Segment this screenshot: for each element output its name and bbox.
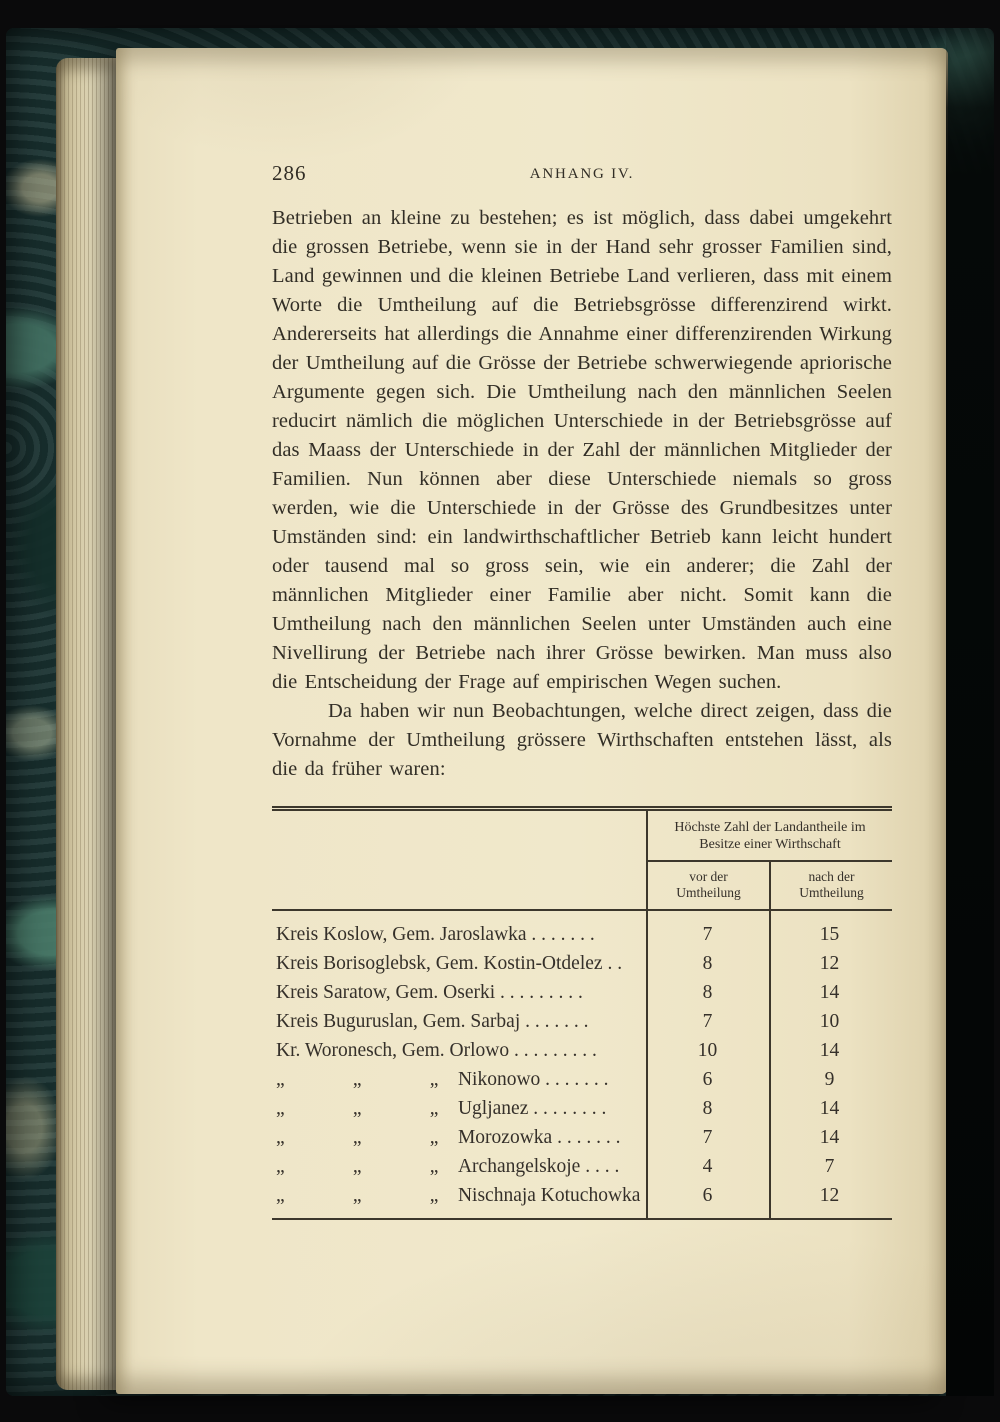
table-body xyxy=(272,911,892,1218)
cell-before: 7 xyxy=(702,923,713,945)
row-label: Kreis Saratow, Gem. Oserki . . . . . . . . . xyxy=(276,981,583,1003)
table-row xyxy=(272,1036,892,1065)
row-label: „ „ „ Ugljanez . . . . . . . . xyxy=(276,1097,607,1119)
cell-before: 8 xyxy=(702,1097,713,1119)
page-stack-fore-edge xyxy=(56,58,118,1390)
row-label: „ „ „ Morozowka . . . . . . . xyxy=(276,1126,621,1148)
printed-content xyxy=(272,160,892,1220)
table-header xyxy=(272,811,892,911)
table-row xyxy=(272,1152,892,1181)
cell-before: 8 xyxy=(702,981,713,1003)
right-page-edge-shadow xyxy=(946,28,994,1396)
cell-after: 14 xyxy=(819,1039,840,1061)
cell-before: 8 xyxy=(702,952,713,974)
row-label: Kreis Koslow, Gem. Jaroslawka . . . . . . . xyxy=(276,923,595,945)
cell-after: 9 xyxy=(824,1068,835,1090)
book-page xyxy=(116,48,948,1394)
table-row xyxy=(272,978,892,1007)
row-label: Kreis Buguruslan, Gem. Sarbaj . . . . . . . xyxy=(276,1010,589,1032)
cell-after: 14 xyxy=(819,981,840,1003)
table-row xyxy=(272,1065,892,1094)
row-label: „ „ „ Archangelskoje . . . . xyxy=(276,1155,620,1177)
row-label: Kr. Woronesch, Gem. Orlowo . . . . . . . . . xyxy=(276,1039,597,1061)
cell-after: 14 xyxy=(819,1126,840,1148)
cell-before: 6 xyxy=(702,1184,713,1206)
cell-before: 7 xyxy=(702,1010,713,1032)
table-subheaders xyxy=(648,862,892,909)
table-row xyxy=(272,1094,892,1123)
column-header-before: vor der Umtheilung xyxy=(676,869,741,900)
cell-before: 7 xyxy=(702,1126,713,1148)
table-vertical-rule-2 xyxy=(769,911,771,1218)
cell-after: 7 xyxy=(824,1155,835,1177)
cell-before: 10 xyxy=(697,1039,718,1061)
running-header: ANHANG IV. xyxy=(529,166,635,182)
table-row xyxy=(272,1181,892,1210)
cell-after: 10 xyxy=(819,1010,840,1032)
row-label: „ „ „ Nikonowo . . . . . . . xyxy=(276,1068,609,1090)
table-row xyxy=(272,1007,892,1036)
row-label: „ „ „ Nischnaja Kotuchowka xyxy=(276,1184,641,1206)
cell-before: 4 xyxy=(702,1155,713,1177)
page-header xyxy=(272,160,892,192)
table-header-numbers xyxy=(646,811,892,909)
table-vertical-rule-1 xyxy=(646,911,648,1218)
table-row xyxy=(272,920,892,949)
cell-after: 14 xyxy=(819,1097,840,1119)
body-paragraph-1: Betrieben an kleine zu bestehen; es ist möglich, dass dabei umgekehrt die grossen Betriebe, wenn sie in der Hand sehr grosser Familien sind, Land gewinnen und die kleinen Betriebe Land verlieren, dass mit einem Worte die Umtheilung auf die Betriebsgrösse differenzirend wirkt. Andererseits hat allerdings die Annahme einer differenzirenden Wirkung der Umtheilung auf die Grösse der Betriebe schwerwiegende apriorische Argumente gegen sich. Die Umtheilung nach den männlichen Seelen reducirt nämlich die möglichen Unterschiede in der Betriebsgrösse auf das Maass der Unterschiede in der Zahl der männlichen Mitglieder der Familien. Nun können aber diese Unterschiede niemals so gross werden, wie die Unterschiede in der Grösse des Grundbesitzes unter Umständen sind: ein landwirthschaftlicher Betrieb kann leicht hundert oder tausend mal so gross sein, wie ein anderer; die Zahl der männlichen Mitglieder einer Familie aber nicht. Somit kann die Umtheilung nach den männlichen Seelen unter Umständen auch eine Nivellirung der Betriebe nach ihrer Grösse bewirken. Man muss also die Entscheidung der Frage auf empirischen Wegen suchen. xyxy=(272,207,892,693)
table-header-label-spacer xyxy=(272,811,646,909)
table-header-title: Höchste Zahl der Landantheile im Besitze einer Wirthschaft xyxy=(648,811,892,862)
landantheile-table xyxy=(272,806,892,1220)
row-label: Kreis Borisoglebsk, Gem. Kostin-Otdelez . . xyxy=(276,952,623,974)
table-row xyxy=(272,1123,892,1152)
cell-after: 12 xyxy=(819,952,840,974)
cell-before: 6 xyxy=(702,1068,713,1090)
table-row xyxy=(272,949,892,978)
page-number: 286 xyxy=(272,161,307,185)
cell-after: 12 xyxy=(819,1184,840,1206)
cell-after: 15 xyxy=(819,923,840,945)
body-paragraph-2: Da haben wir nun Beobachtungen, welche direct zeigen, dass die Vornahme der Umtheilung grössere Wirthschaften entstehen lässt, als die da früher waren: xyxy=(272,700,892,780)
column-header-after: nach der Umtheilung xyxy=(769,862,892,909)
